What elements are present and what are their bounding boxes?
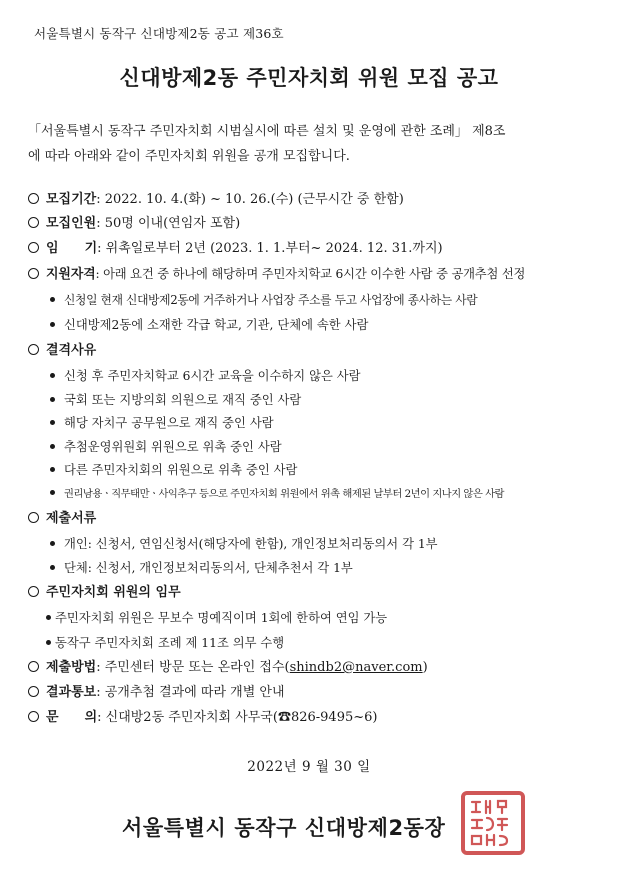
section-value: : 공개추첨 결과에 따라 개별 안내 xyxy=(96,685,285,700)
circle-bullet-icon xyxy=(28,711,39,722)
list-item: 추첨운영위원회 위원으로 위촉 중인 사람 xyxy=(50,438,282,456)
bullet-dot-icon xyxy=(50,444,55,449)
notice-number: 서울특별시 동작구 신대방제2동 공고 제36호 xyxy=(34,26,284,41)
circle-bullet-icon xyxy=(28,686,39,697)
list-item: 개인: 신청서, 연임신청서(해당자에 한함), 개인정보처리동의서 각 1부 xyxy=(50,535,438,553)
bullet-dot-icon xyxy=(50,565,55,570)
bullet-dot-icon xyxy=(50,420,55,425)
section-notification xyxy=(28,684,285,702)
section-label: 주민자치회 위원의 임무 xyxy=(46,585,181,600)
section-method: 제출방법: 주민센터 방문 또는 온라인 접수(shindb2@naver.com) xyxy=(28,659,428,677)
issue-date: 2022년 9 월 30 일 xyxy=(247,759,371,775)
section-label: 모집기간 xyxy=(46,192,97,207)
email-link[interactable]: shindb2@naver.com xyxy=(289,660,423,675)
section-period xyxy=(28,191,404,209)
section-label: 지원자격 xyxy=(46,267,96,282)
section-eligibility xyxy=(28,265,525,284)
section-label: 결과통보 xyxy=(46,685,97,700)
section-label: 문 의 xyxy=(46,710,98,725)
section-label: 결격사유 xyxy=(46,343,97,358)
bullet-dot-icon xyxy=(46,615,51,620)
section-value: : 2022. 10. 4.(화) ~ 10. 26.(수) (근무시간 중 한함) xyxy=(96,192,404,207)
section-label: 임 기 xyxy=(46,241,98,256)
circle-bullet-icon xyxy=(28,512,39,523)
list-item: 신대방제2동에 소재한 각급 학교, 기관, 단체에 속한 사람 xyxy=(50,316,368,334)
section-disqualification xyxy=(28,342,96,360)
official-seal-icon xyxy=(460,790,526,856)
section-count xyxy=(28,215,240,233)
section-value: : 아래 요건 중 하나에 해당하며 주민자치학교 6시간 이수한 사람 중 공개추첨 선정 xyxy=(95,267,526,281)
signer-name: 서울특별시 동작구 신대방제2동장 xyxy=(122,816,446,840)
list-item: 단체: 신청서, 개인정보처리동의서, 단체추천서 각 1부 xyxy=(50,559,353,577)
intro-line: 에 따라 아래와 같이 주민자치회 위원을 공개 모집합니다. xyxy=(28,149,350,164)
section-term xyxy=(28,240,443,258)
bullet-dot-icon xyxy=(50,322,55,327)
section-label: 제출방법 xyxy=(46,660,97,675)
list-item: 동작구 주민자치회 조례 제 11조 의무 수행 xyxy=(46,634,284,652)
bullet-dot-icon xyxy=(46,640,51,645)
list-item: 주민자치회 위원은 무보수 명예직이며 1회에 한하여 연임 가능 xyxy=(46,609,387,627)
circle-bullet-icon xyxy=(28,268,39,279)
intro-paragraph xyxy=(28,119,598,169)
section-inquiry xyxy=(28,709,377,727)
section-documents xyxy=(28,510,96,528)
bullet-dot-icon xyxy=(50,490,55,495)
circle-bullet-icon xyxy=(28,193,39,204)
circle-bullet-icon xyxy=(28,344,39,355)
bullet-dot-icon xyxy=(50,373,55,378)
section-value: : 위촉일로부터 2년 (2023. 1. 1.부터~ 2024. 12. 31.까지) xyxy=(97,241,443,256)
list-item: 신청 후 주민자치학교 6시간 교육을 이수하지 않은 사람 xyxy=(50,367,361,385)
bullet-dot-icon xyxy=(50,297,55,302)
list-item: 신청일 현재 신대방제2동에 거주하거나 사업장 주소를 두고 사업장에 종사하는 사람 xyxy=(50,291,477,309)
section-label: 모집인원 xyxy=(46,216,97,231)
bullet-dot-icon xyxy=(50,467,55,472)
section-value: : 주민센터 방문 또는 온라인 접수( xyxy=(96,660,290,675)
circle-bullet-icon xyxy=(28,242,39,253)
section-label: 제출서류 xyxy=(46,511,97,526)
list-item: 국회 또는 지방의회 의원으로 재직 중인 사람 xyxy=(50,391,301,409)
bullet-dot-icon xyxy=(50,541,55,546)
section-value: : 신대방2동 주민자치회 사무국(☎826-9495~6) xyxy=(97,710,378,725)
list-item: 다른 주민자치회의 위원으로 위촉 중인 사람 xyxy=(50,461,297,479)
section-value: : 50명 이내(연임자 포함) xyxy=(96,216,241,231)
section-duties xyxy=(28,584,181,602)
circle-bullet-icon xyxy=(28,586,39,597)
list-item: 해당 자치구 공무원으로 재직 중인 사람 xyxy=(50,414,274,432)
bullet-dot-icon xyxy=(50,397,55,402)
page-title: 신대방제2동 주민자치회 위원 모집 공고 xyxy=(119,66,499,90)
intro-line: 「서울특별시 동작구 주민자치회 시범실시에 따른 설치 및 운영에 관한 조례」 제8조 xyxy=(28,124,506,139)
circle-bullet-icon xyxy=(28,217,39,228)
circle-bullet-icon xyxy=(28,661,39,672)
list-item: 권리남용ㆍ직무태만ㆍ사익추구 등으로 주민자치회 위원에서 위촉 해제된 날부터 2년이 지나지 않은 사람 xyxy=(50,485,504,503)
